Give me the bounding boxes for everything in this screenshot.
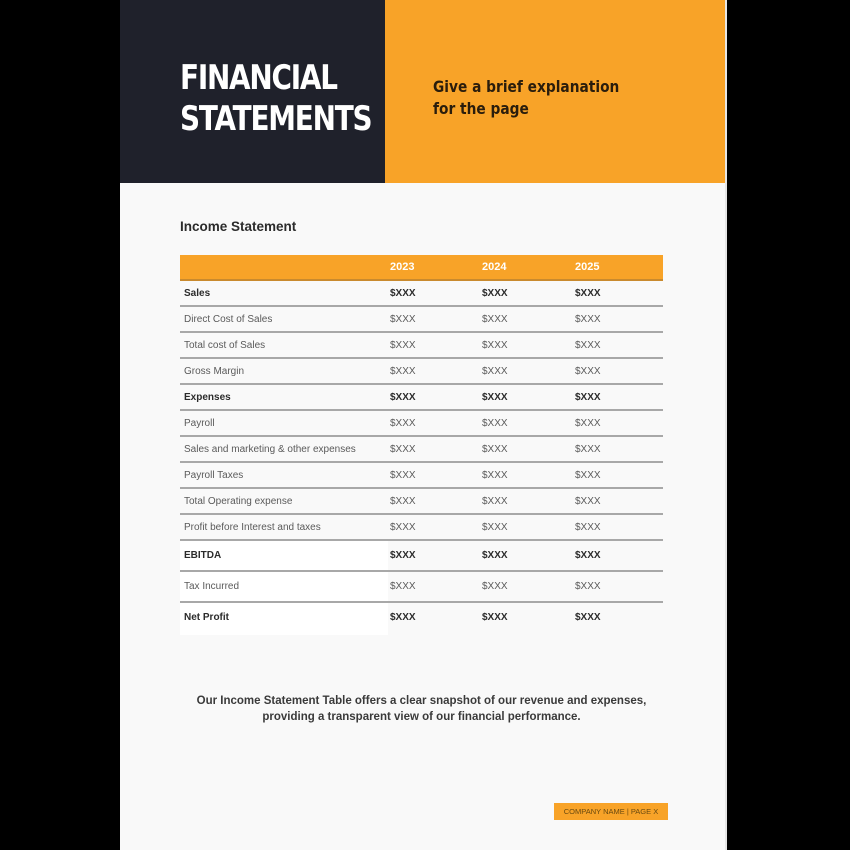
- cell-2025: $XXX: [575, 366, 601, 377]
- row-label: Payroll Taxes: [184, 470, 244, 481]
- cell-2023: $XXX: [390, 522, 416, 533]
- table-row-ebitda: [180, 541, 663, 572]
- row-label: Direct Cost of Sales: [184, 314, 273, 325]
- summary-text: [180, 693, 663, 725]
- table-row-net-profit: [180, 603, 663, 635]
- cell-2023: $XXX: [390, 444, 416, 455]
- cell-2025: $XXX: [575, 496, 601, 507]
- column-header-2025: 2025: [575, 261, 600, 273]
- header-accent-panel: [385, 0, 725, 183]
- table-row-tax-incurred: [180, 572, 663, 603]
- cell-2025: $XXX: [575, 470, 601, 481]
- row-label: Total Operating expense: [184, 496, 293, 507]
- table-row-sales: [180, 281, 663, 307]
- section-title: Income Statement: [180, 219, 297, 234]
- cell-2023: $XXX: [390, 418, 416, 429]
- row-label: Sales: [184, 288, 211, 299]
- cell-2025: $XXX: [575, 288, 601, 299]
- cell-2023: $XXX: [390, 392, 416, 403]
- cell-2025: $XXX: [575, 340, 601, 351]
- row-label: Net Profit: [184, 612, 229, 623]
- row-label: Gross Margin: [184, 366, 245, 377]
- column-header-2024: 2024: [482, 261, 507, 273]
- cell-2023: $XXX: [390, 288, 416, 299]
- cell-2025: $XXX: [575, 550, 601, 561]
- page-subtitle-line-2: for the page: [433, 99, 529, 118]
- table-row-direct-cost-of-sales: [180, 307, 663, 333]
- cell-2024: $XXX: [482, 470, 508, 481]
- cell-2024: $XXX: [482, 392, 508, 403]
- cell-2024: $XXX: [482, 314, 508, 325]
- table-header-row: [180, 255, 663, 281]
- table-row-payroll: [180, 411, 663, 437]
- cell-2025: $XXX: [575, 612, 601, 623]
- cell-2023: $XXX: [390, 340, 416, 351]
- cell-2025: $XXX: [575, 314, 601, 325]
- cell-2024: $XXX: [482, 444, 508, 455]
- table-row-total-cost-of-sales: [180, 333, 663, 359]
- income-statement-table: [180, 255, 663, 635]
- footer-page-badge: COMPANY NAME | PAGE X: [554, 803, 668, 820]
- cell-2024: $XXX: [482, 340, 508, 351]
- page-title-line-1: FINANCIAL: [180, 58, 337, 98]
- cell-2024: $XXX: [482, 581, 508, 592]
- table-row-profit-before-interest: [180, 515, 663, 541]
- cell-2023: $XXX: [390, 612, 416, 623]
- page-title: [180, 58, 371, 140]
- summary-line-1: Our Income Statement Table offers a clear snapshot of our revenue and expenses,: [196, 695, 647, 707]
- page-subtitle-line-1: Give a brief explanation: [433, 77, 620, 96]
- row-label: Payroll: [184, 418, 215, 429]
- cell-2024: $XXX: [482, 522, 508, 533]
- cell-2024: $XXX: [482, 496, 508, 507]
- cell-2025: $XXX: [575, 522, 601, 533]
- table-row-payroll-taxes: [180, 463, 663, 489]
- cell-2025: $XXX: [575, 392, 601, 403]
- row-label: EBITDA: [184, 550, 222, 561]
- cell-2024: $XXX: [482, 550, 508, 561]
- cell-2024: $XXX: [482, 288, 508, 299]
- row-label: Profit before Interest and taxes: [184, 522, 321, 533]
- cell-2024: $XXX: [482, 418, 508, 429]
- cell-2025: $XXX: [575, 418, 601, 429]
- row-label: Sales and marketing & other expenses: [184, 444, 356, 455]
- page-subtitle: [433, 76, 619, 120]
- cell-2023: $XXX: [390, 314, 416, 325]
- cell-2023: $XXX: [390, 366, 416, 377]
- table-row-total-operating-expense: [180, 489, 663, 515]
- row-label: Total cost of Sales: [184, 340, 266, 351]
- cell-2024: $XXX: [482, 366, 508, 377]
- header-dark-panel: [120, 0, 385, 183]
- cell-2024: $XXX: [482, 612, 508, 623]
- cell-2025: $XXX: [575, 581, 601, 592]
- table-row-gross-margin: [180, 359, 663, 385]
- row-label: Expenses: [184, 392, 231, 403]
- cell-2023: $XXX: [390, 581, 416, 592]
- document-page: [120, 0, 727, 850]
- table-row-expenses: [180, 385, 663, 411]
- cell-2023: $XXX: [390, 496, 416, 507]
- summary-line-2: providing a transparent view of our financial performance.: [262, 711, 581, 723]
- row-label: Tax Incurred: [184, 581, 240, 592]
- cell-2025: $XXX: [575, 444, 601, 455]
- page-title-line-2: STATEMENTS: [180, 99, 372, 139]
- column-header-2023: 2023: [390, 261, 415, 273]
- cell-2023: $XXX: [390, 470, 416, 481]
- cell-2023: $XXX: [390, 550, 416, 561]
- table-row-sales-and-marketing: [180, 437, 663, 463]
